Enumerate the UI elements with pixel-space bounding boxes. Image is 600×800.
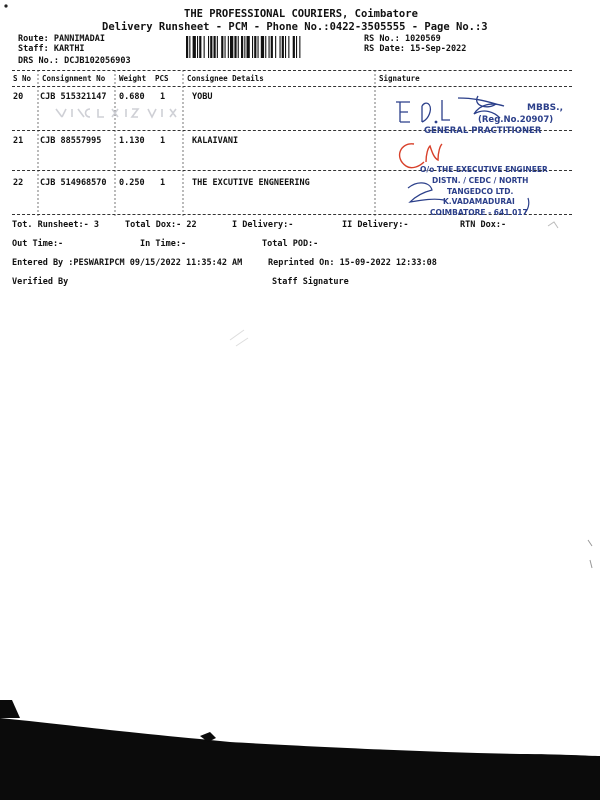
row-consignment: CJB 514968570 [40,178,107,188]
row-pcs: 1 [160,136,166,146]
row-pcs: 1 [160,178,166,188]
route-label: Route: [18,34,49,44]
office-stamp-line5: COIMBATORE - 641 017 [430,208,528,217]
row-weight: 1.130 [119,136,145,146]
row-consignee: THE EXCUTIVE ENGNEERING [192,178,310,188]
row-consignee: KALAIVANI [192,136,239,146]
col-header-consignee: Consignee Details [187,74,264,83]
rtn-dox: RTN Dox:- [460,220,507,230]
col-header-consignment: Consignment No [42,74,106,83]
row-pcs: 1 [160,92,166,102]
total-dox: Total Dox:- 22 [125,220,197,230]
row-consignment: CJB 88557995 [40,136,102,146]
col-header-signature: Signature [379,74,420,83]
office-stamp-line1: O/o THE EXECUTIVE ENGINEER [420,165,548,174]
office-stamp-line4: K.VADAMADURAI [443,197,515,206]
verified-by: Verified By [12,277,69,287]
reprinted-on: Reprinted On: 15-09-2022 12:33:08 [268,258,437,268]
col-header-sno: S No [13,74,32,83]
office-stamp-line2: DISTN. / CEDC / NORTH [432,176,529,185]
staff-signature: Staff Signature [272,277,349,287]
row-weight: 0.250 [119,178,145,188]
total-runsheet: Tot. Runsheet:- 3 [12,220,99,230]
document-subtitle: Delivery Runsheet - PCM - Phone No.:0422-3505555 - Page No.:3 [102,21,488,33]
rs-date-value: 15-Sep-2022 [410,44,467,54]
row-consignment: CJB 515321147 [40,92,107,102]
staff-value: KARTHI [53,44,85,54]
office-stamp-line3: TANGEDCO LTD. [447,187,514,196]
drs-label: DRS No.: [18,56,59,66]
row-sno: 21 [13,136,24,146]
in-time: In Time:- [140,239,187,249]
out-time: Out Time:- [12,239,64,249]
col-header-pcs: PCS [155,74,169,83]
staff-label: Staff: [18,44,49,54]
rs-no-label: RS No.: [364,34,400,44]
rs-no-value: 1020569 [404,34,441,44]
doctor-stamp-line2: (Reg.No.20907) [478,115,554,125]
row-weight: 0.680 [119,92,145,102]
document-title: THE PROFESSIONAL COURIERS, Coimbatore [184,8,418,20]
doctor-stamp-line3: GENERAL PRACTITIONER [424,126,542,136]
row-sno: 20 [13,92,24,102]
entered-by: Entered By :PESWARIPCM 09/15/2022 11:35:42 AM [12,258,243,268]
row-consignee: YOBU [192,92,213,102]
doctor-stamp-line1: MBBS., [527,103,563,113]
rs-date-label: RS Date: [364,44,405,54]
total-pod: Total POD:- [262,239,319,249]
col-header-weight: Weight [119,74,147,83]
ii-delivery: II Delivery:- [342,220,409,230]
route-value: PANNIMADAI [53,34,106,44]
row-sno: 22 [13,178,24,188]
i-delivery: I Delivery:- [232,220,294,230]
drs-value: DCJB102056903 [64,56,131,66]
